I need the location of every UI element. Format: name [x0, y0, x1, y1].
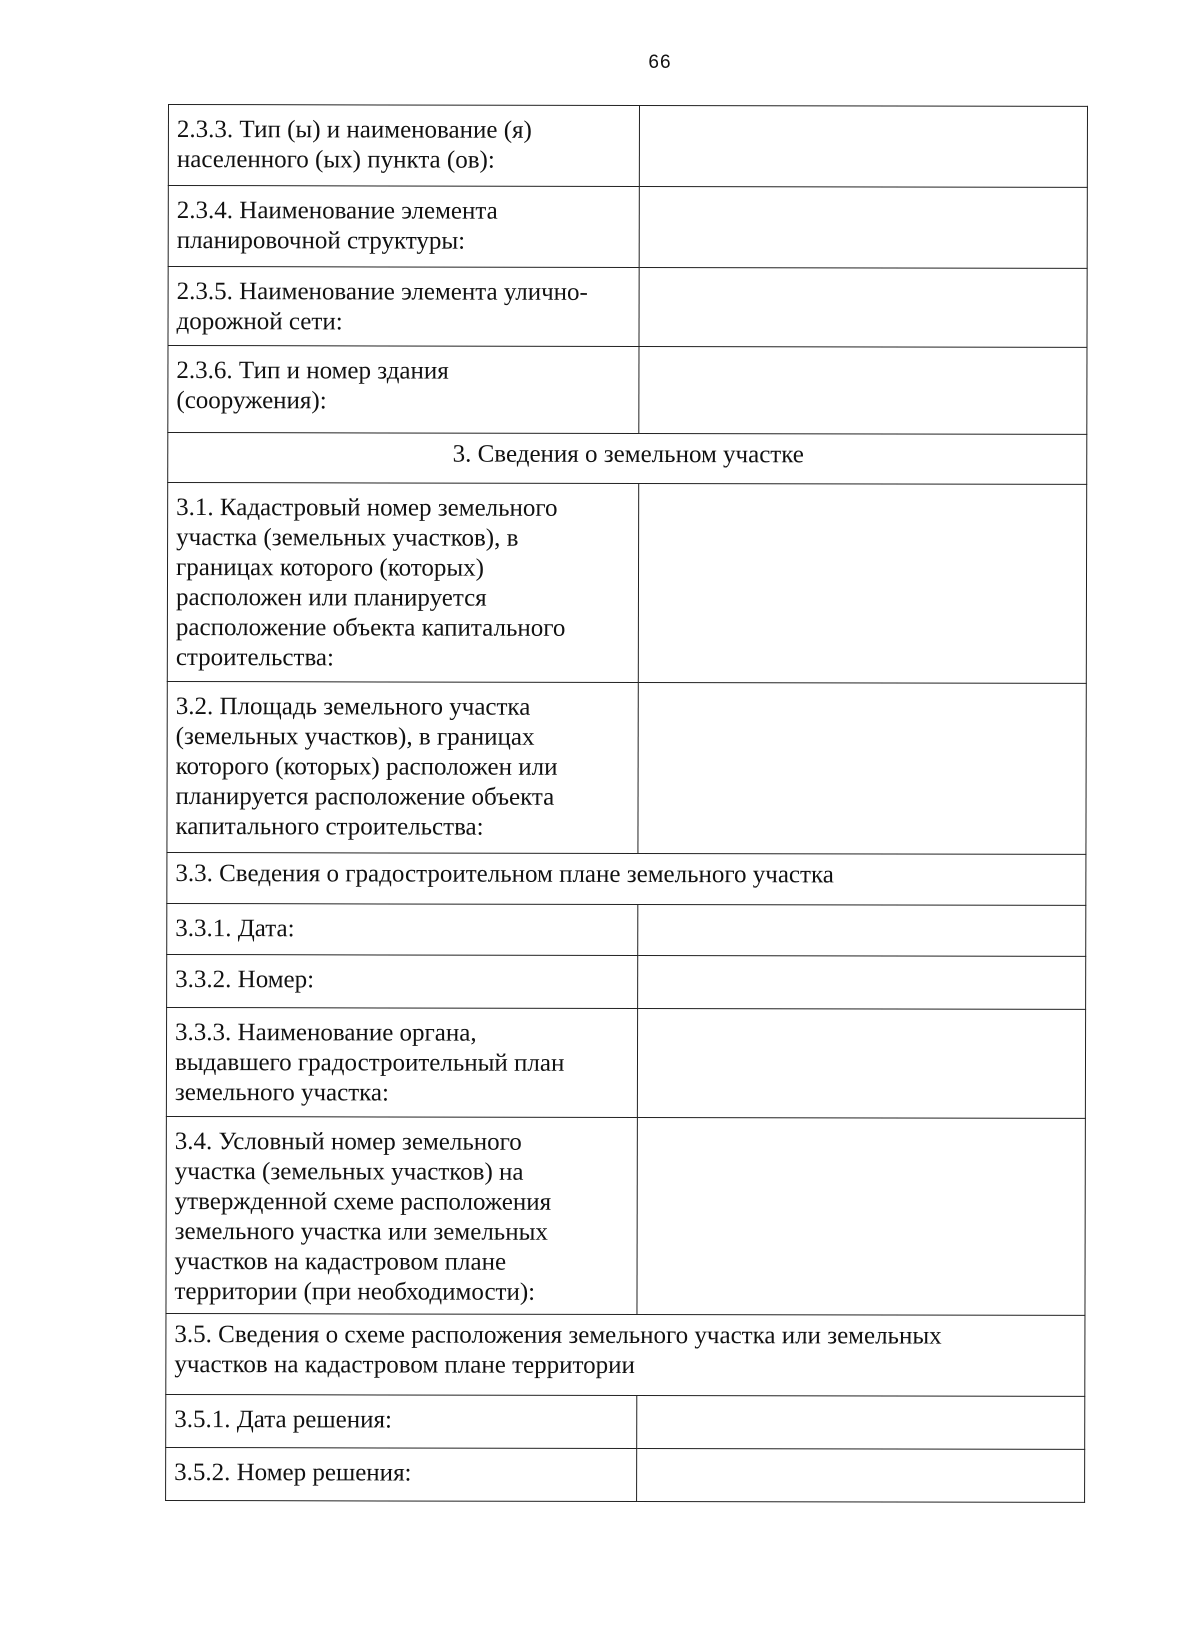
decision-number-label: 3.5.2. Номер решения: [166, 1447, 637, 1501]
urban-plan-number-field[interactable] [638, 955, 1086, 1009]
form-row-3-2 [167, 681, 1086, 854]
form-row-3-1 [167, 483, 1086, 684]
urban-plan-section-heading: 3.3. Сведения о градостроительном плане земельного участка [167, 852, 1086, 905]
form-row-2-3-4 [168, 186, 1087, 269]
form-row-2-3-5 [168, 267, 1087, 348]
street-network-element-field[interactable] [639, 267, 1087, 347]
land-plot-section-heading: 3. Сведения о земельном участке [168, 433, 1087, 485]
settlement-type-name-label: 2.3.3. Тип (ы) и наименование (я) населенного (ых) пункта (ов): [168, 105, 639, 187]
layout-scheme-section-heading: 3.5. Сведения о схеме расположения земельного участка или земельных участков на кадастровом плане территории [166, 1313, 1085, 1396]
issuing-authority-field[interactable] [637, 1008, 1085, 1118]
settlement-type-name-field[interactable] [639, 105, 1087, 187]
land-plot-area-label: 3.2. Площадь земельного участка (земельных участков), в границах которого (которых) расположен или планируется расположение объекта капитального строительства: [167, 681, 638, 853]
form-row-2-3-6 [168, 346, 1087, 435]
page-number: 66 [648, 52, 672, 73]
conditional-number-field[interactable] [637, 1117, 1085, 1315]
urban-plan-date-field[interactable] [638, 904, 1086, 956]
section-row-3 [168, 433, 1087, 485]
form-row-3-5-1 [166, 1394, 1085, 1449]
building-type-number-field[interactable] [639, 346, 1087, 434]
form-row-3-3-2 [167, 954, 1086, 1009]
section-row-3-3 [167, 852, 1086, 905]
land-plot-area-field[interactable] [638, 682, 1086, 854]
form-row-3-3-1 [167, 903, 1086, 956]
form-row-3-5-2 [166, 1447, 1085, 1502]
issuing-authority-label: 3.3.3. Наименование органа, выдавшего градостроительный план земельного участка: [166, 1007, 637, 1117]
decision-date-field[interactable] [637, 1395, 1085, 1449]
application-form-table [165, 104, 1088, 1503]
planning-structure-element-label: 2.3.4. Наименование элемента планировочной структуры: [168, 186, 639, 268]
form-row-3-3-3 [166, 1007, 1085, 1118]
urban-plan-date-label: 3.3.1. Дата: [167, 903, 638, 955]
street-network-element-label: 2.3.5. Наименование элемента улично- дорожной сети: [168, 267, 639, 347]
decision-number-field[interactable] [637, 1448, 1085, 1502]
decision-date-label: 3.5.1. Дата решения: [166, 1394, 637, 1448]
conditional-number-label: 3.4. Условный номер земельного участка (земельных участков) на утвержденной схеме расположения земельного участка или земельных участков на кадастровом плане территории (при необходимости): [166, 1116, 637, 1314]
urban-plan-number-label: 3.3.2. Номер: [167, 954, 638, 1008]
form-row-3-4 [166, 1116, 1085, 1315]
cadastral-number-field[interactable] [638, 483, 1086, 683]
form-row-2-3-3 [168, 105, 1087, 188]
building-type-number-label: 2.3.6. Тип и номер здания (сооружения): [168, 346, 639, 434]
planning-structure-element-field[interactable] [639, 186, 1087, 268]
cadastral-number-label: 3.1. Кадастровый номер земельного участка (земельных участков), в границах которого (которых) расположен или планируется расположение объекта капитального строительства: [167, 483, 638, 683]
section-row-3-5 [166, 1313, 1085, 1396]
